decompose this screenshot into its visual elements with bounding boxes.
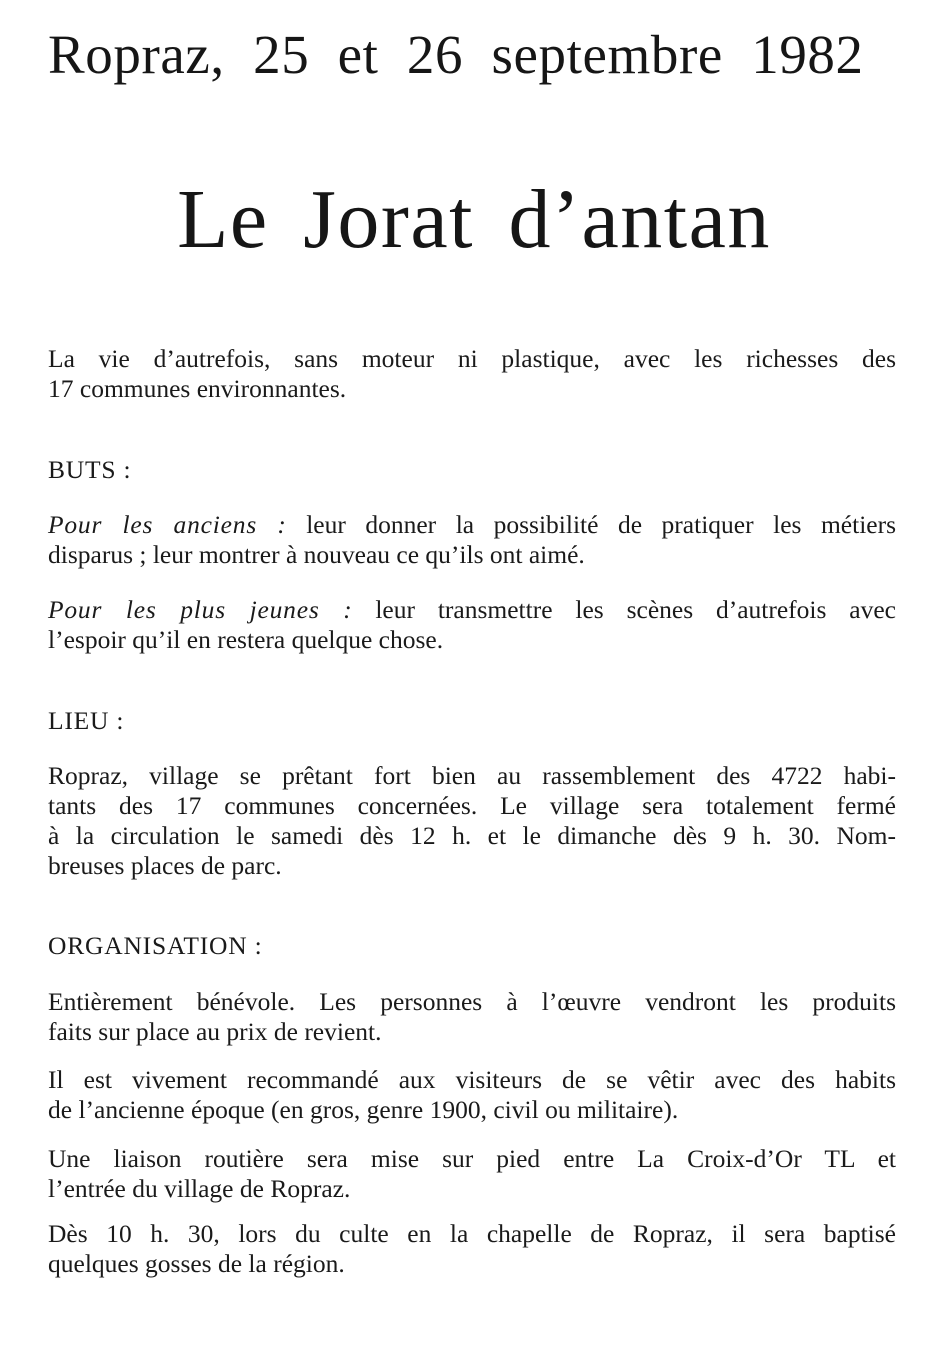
buts-jeunes-line bbox=[48, 595, 896, 625]
organisation-line: de l’ancienne époque (en gros, genre 1900, civil ou militaire). bbox=[48, 1095, 679, 1124]
lieu-line: Ropraz, village se prêtant fort bien au rassemblement des 4722 habi- bbox=[48, 761, 896, 790]
organisation-line: Une liaison routière sera mise sur pied entre La Croix-d’Or TL et bbox=[48, 1144, 896, 1173]
dateline: Ropraz, 25 et 26 septembre 1982 bbox=[48, 24, 864, 85]
organisation-line: Il est vivement recommandé aux visiteurs de se vêtir avec des habits bbox=[48, 1065, 896, 1094]
organisation-line: quelques gosses de la région. bbox=[48, 1249, 345, 1278]
intro-line: 17 communes environnantes. bbox=[48, 374, 347, 403]
buts-jeunes-text: leur transmettre les scènes d’autrefois avec bbox=[375, 595, 896, 624]
organisation-paragraph bbox=[48, 1219, 896, 1279]
lieu-line: tants des 17 communes concernées. Le village sera totalement fermé bbox=[48, 791, 896, 820]
organisation-paragraph bbox=[48, 987, 896, 1047]
buts-anciens-line: disparus ; leur montrer à nouveau ce qu’ils ont aimé. bbox=[48, 540, 585, 569]
buts-jeunes-lead: Pour les plus jeunes : bbox=[48, 595, 353, 624]
buts-heading: BUTS : bbox=[48, 455, 132, 484]
lieu-line: à la circulation le samedi dès 12 h. et le dimanche dès 9 h. 30. Nom- bbox=[48, 821, 896, 850]
buts-anciens-line bbox=[48, 510, 896, 540]
intro-line: La vie d’autrefois, sans moteur ni plastique, avec les richesses des bbox=[48, 344, 896, 373]
organisation-line: faits sur place au prix de revient. bbox=[48, 1017, 382, 1046]
buts-jeunes-paragraph bbox=[48, 595, 896, 655]
lieu-line: breuses places de parc. bbox=[48, 851, 282, 880]
lieu-heading: LIEU : bbox=[48, 706, 125, 735]
organisation-paragraph bbox=[48, 1065, 896, 1125]
page-title: Le Jorat d’antan bbox=[177, 173, 771, 266]
buts-anciens-lead: Pour les anciens : bbox=[48, 510, 287, 539]
organisation-line: Entièrement bénévole. Les personnes à l’œuvre vendront les produits bbox=[48, 987, 896, 1016]
intro-paragraph bbox=[48, 344, 896, 404]
organisation-heading: ORGANISATION : bbox=[48, 931, 263, 960]
buts-anciens-text: leur donner la possibilité de pratiquer les métiers bbox=[306, 510, 897, 539]
buts-jeunes-line: l’espoir qu’il en restera quelque chose. bbox=[48, 625, 444, 654]
buts-anciens-paragraph bbox=[48, 510, 896, 570]
organisation-line: Dès 10 h. 30, lors du culte en la chapelle de Ropraz, il sera baptisé bbox=[48, 1219, 896, 1248]
lieu-paragraph bbox=[48, 761, 896, 881]
organisation-line: l’entrée du village de Ropraz. bbox=[48, 1174, 351, 1203]
organisation-paragraph bbox=[48, 1144, 896, 1204]
